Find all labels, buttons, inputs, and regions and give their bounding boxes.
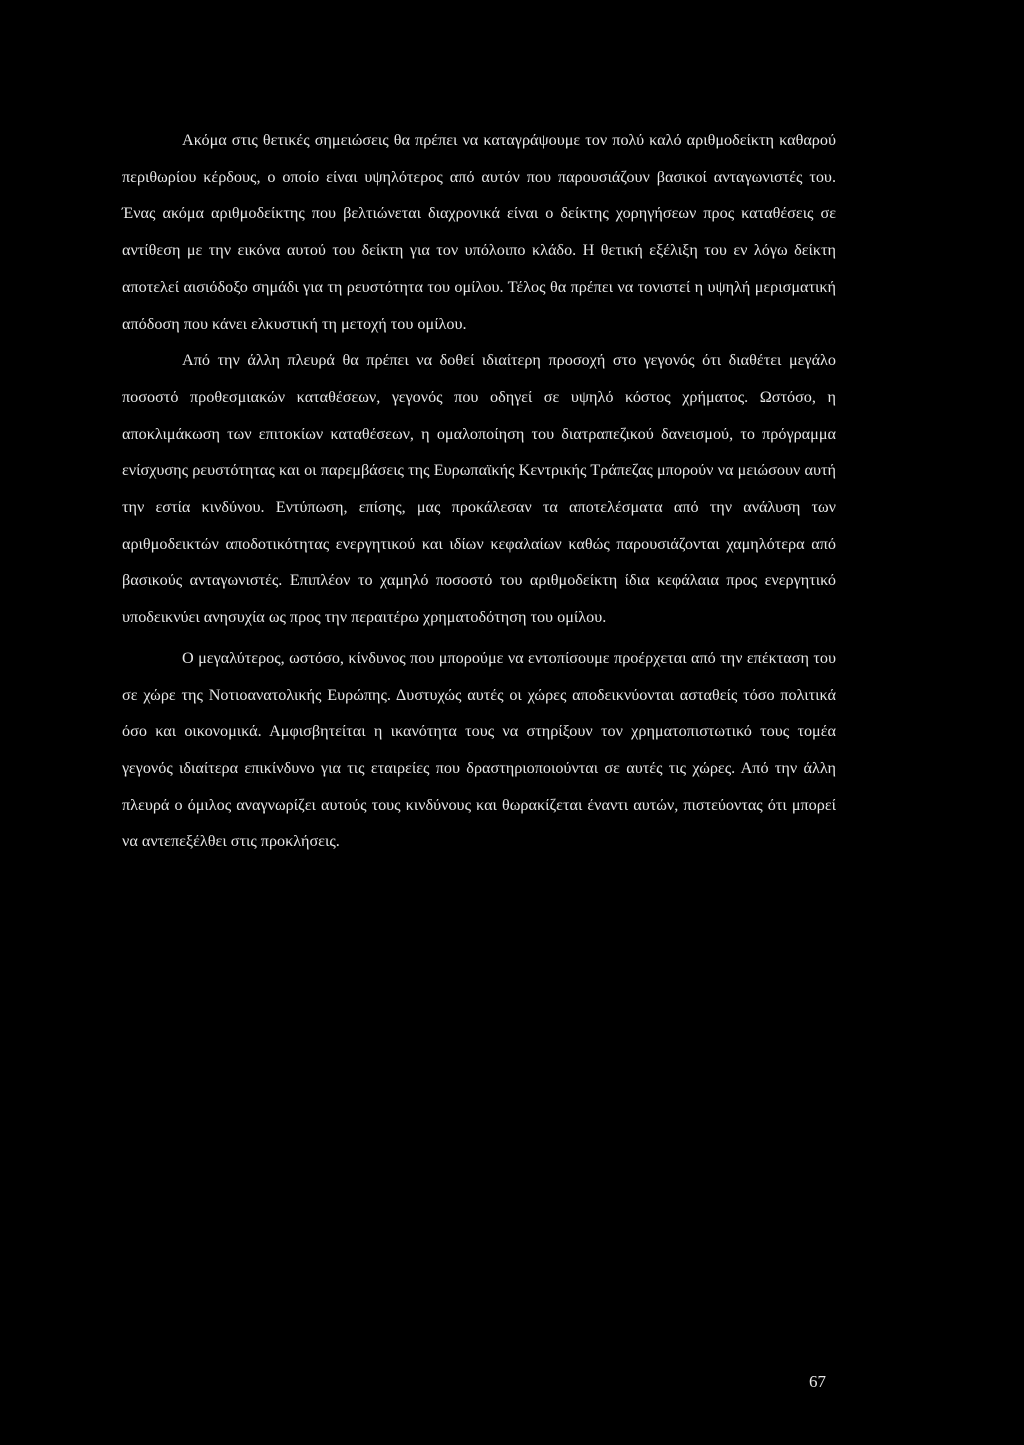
paragraph-3: Ο μεγαλύτερος, ωστόσο, κίνδυνος που μπορούμε να εντοπίσουμε προέρχεται από την επέκταση του σε χώρε της Νοτιοανατολικής Ευρώπης. Δυστυχώς αυτές οι χώρες αποδεικνύονται ασταθείς τόσο πολιτικά όσο και οικονομικά. Αμφισβητείται η ικανότητα τους να στηρίξουν τον χρηματοπιστωτικό τους τομέα γεγονός ιδιαίτερα επικίνδυνο για τις εταιρείες που δραστηριοποιούνται σε αυτές τις χώρες. Από την άλλη πλευρά ο όμιλος αναγνωρίζει αυτούς τους κινδύνους και θωρακίζεται έναντι αυτών, πιστεύοντας ότι μπορεί να αντεπεξέλθει στις προκλήσεις. xyxy=(122,648,836,851)
paragraph-2: Από την άλλη πλευρά θα πρέπει να δοθεί ιδιαίτερη προσοχή στο γεγονός ότι διαθέτει μεγάλο ποσοστό προθεσμιακών καταθέσεων, γεγονός που οδηγεί σε υψηλό κόστος χρήματος. Ωστόσο, η αποκλιμάκωση των επιτοκίων καταθέσεων, η ομαλοποίηση του διατραπεζικού δανεισμού, το πρόγραμμα ενίσχυσης ρευστότητας και οι παρεμβάσεις της Ευρωπαϊκής Κεντρικής Τράπεζας μπορούν να μειώσουν αυτή την εστία κινδύνου. Εντύπωση, επίσης, μας προκάλεσαν τα αποτελέσματα από την ανάλυση των αριθμοδεικτών αποδοτικότητας ενεργητικού και ιδίων κεφαλαίων καθώς παρουσιάζονται χαμηλότερα από βασικούς ανταγωνιστές. Επιπλέον το χαμηλό ποσοστό του αριθμοδείκτη ίδια κεφάλαια προς ενεργητικό υποδεικνύει ανησυχία ως προς την περαιτέρω χρηματοδότηση του ομίλου. xyxy=(122,351,836,627)
page-number: 67 xyxy=(809,1372,826,1391)
paragraph-1: Ακόμα στις θετικές σημειώσεις θα πρέπει να καταγράψουμε τον πολύ καλό αριθμοδείκτη καθαρού περιθωρίου κέρδους, ο οποίο είναι υψηλότερος από αυτόν που παρουσιάζουν βασικοί ανταγωνιστές του. Ένας ακόμα αριθμοδείκτης που βελτιώνεται διαχρονικά είναι ο δείκτης χορηγήσεων προς καταθέσεις σε αντίθεση με την εικόνα αυτού του δείκτη για τον υπόλοιπο κλάδο. Η θετική εξέλιξη του εν λόγω δείκτη αποτελεί αισιόδοξο σημάδι για τη ρευστότητα του ομίλου. Τέλος θα πρέπει να τονιστεί η υψηλή μερισματική απόδοση που κάνει ελκυστική τη μετοχή του ομίλου. xyxy=(122,131,836,333)
body-text xyxy=(122,122,836,860)
